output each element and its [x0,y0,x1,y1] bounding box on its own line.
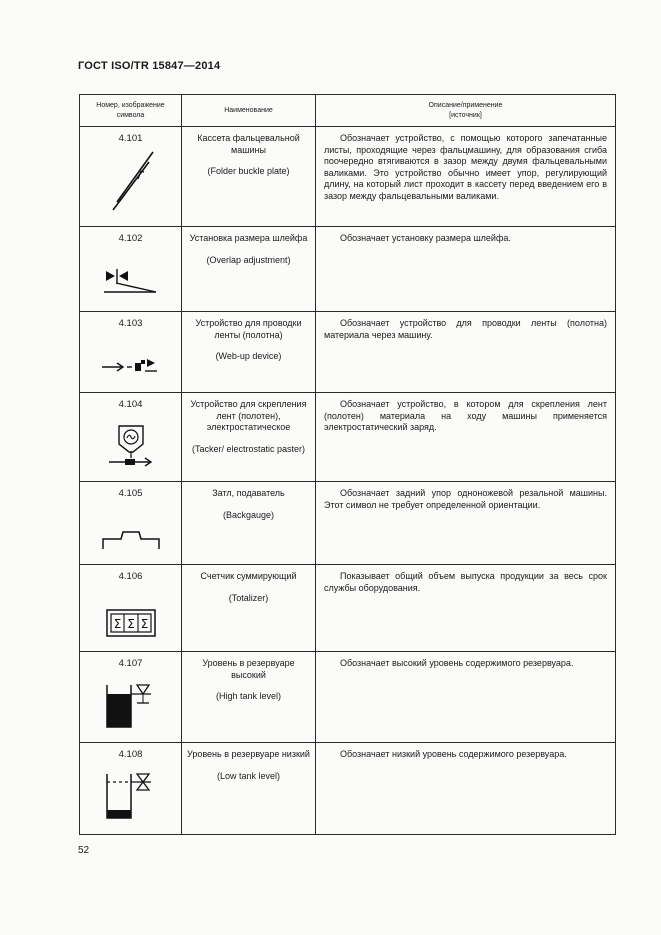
folder-buckle-plate-icon [101,144,161,214]
backgauge-icon [99,499,163,554]
symbol-number: 4.102 [118,233,143,244]
web-up-device-icon [99,329,163,381]
table-row [80,393,616,482]
symbol-name-ru: Уровень в резервуаре низкий [187,749,310,759]
symbol-name-ru: Затл, подаватель [212,488,285,498]
table-row [80,482,616,565]
header-description: Описание/применение [источник] [316,95,616,127]
table-row [80,312,616,393]
symbol-name-en: (High tank level) [215,691,282,701]
symbol-description: Обозначает устройство для проводки ленты (полотна) материала через машину. [324,318,607,340]
symbol-description: Показывает общий объем выпуска продукции за весь срок службы оборудования. [324,571,607,593]
symbol-description: Обозначает низкий уровень содержимого резервуара. [340,749,567,759]
svg-text:Σ: Σ [126,617,135,631]
table-row [80,565,616,652]
overlap-adjustment-icon [101,244,161,299]
symbol-number: 4.104 [118,399,143,410]
page-number: 52 [78,845,90,856]
symbols-table [79,94,616,835]
symbol-number: 4.106 [118,571,143,582]
symbol-name-ru: Кассета фальцевальной машины [197,133,300,155]
table-header [80,95,616,127]
symbol-name-en: (Folder buckle plate) [207,166,290,176]
symbol-description: Обозначает устройство, в котором для скрепления лент (полотен) материала на ходу машины применяется электростатический заряд. [324,399,607,433]
totalizer-icon [101,582,161,642]
header-symbol: Номер, изображение символа [80,95,182,127]
svg-text:Σ: Σ [140,617,148,631]
symbol-name-ru: Установка размера шлейфа [189,233,308,243]
symbol-description: Обозначает установку размера шлейфа. [340,233,511,243]
symbol-name-ru: Счетчик суммирующий [200,571,297,581]
table-row [80,127,616,227]
table-row [80,652,616,743]
symbol-description: Обозначает устройство, с помощью которого запечатанные листы, проходящие через фальцмашину, для образования сгиба поочередно втягиваются в зазор между двумя фальцевальными валиками. Это устройство обычно имеет упор, регулирующий длину, на который лист проходит в кассету перед введением его в зазор между фальцевальными валиками. [324,133,607,201]
svg-text:Σ: Σ [113,617,121,631]
symbol-description: Обозначает задний упор одноножевой резальной машины. Этот символ не требует определенной ориентации. [324,488,607,510]
tacker-electrostatic-paster-icon [99,410,163,480]
symbol-name-en: (Web-up device) [215,351,282,361]
symbol-description: Обозначает высокий уровень содержимого резервуара. [340,658,574,668]
symbol-name-ru: Устройство для проводки ленты (полотна) [195,318,302,340]
table-row [80,227,616,312]
table-row [80,743,616,835]
symbol-name-en: (Overlap adjustment) [206,254,291,265]
symbol-name-en: (Tacker/ electrostatic paster) [191,443,306,454]
symbol-name-en: (Totalizer) [228,592,269,603]
document-title: ГОСТ ISO/TR 15847—2014 [78,60,221,72]
symbol-name-en: (Low tank level) [216,770,281,781]
symbol-number: 4.107 [118,658,143,669]
high-tank-level-icon [99,669,163,735]
symbol-name-en: (Backgauge) [222,509,275,520]
symbol-number: 4.108 [118,749,143,760]
symbol-number: 4.103 [118,318,143,329]
symbol-number: 4.101 [118,133,143,144]
low-tank-level-icon [99,760,163,826]
symbol-name-ru: Уровень в резервуаре высокий [202,658,295,680]
symbol-name-ru: Устройство для скрепления лент (полотен), электростатическое [190,399,307,432]
symbol-number: 4.105 [118,488,143,499]
header-name: Наименование [182,95,316,127]
